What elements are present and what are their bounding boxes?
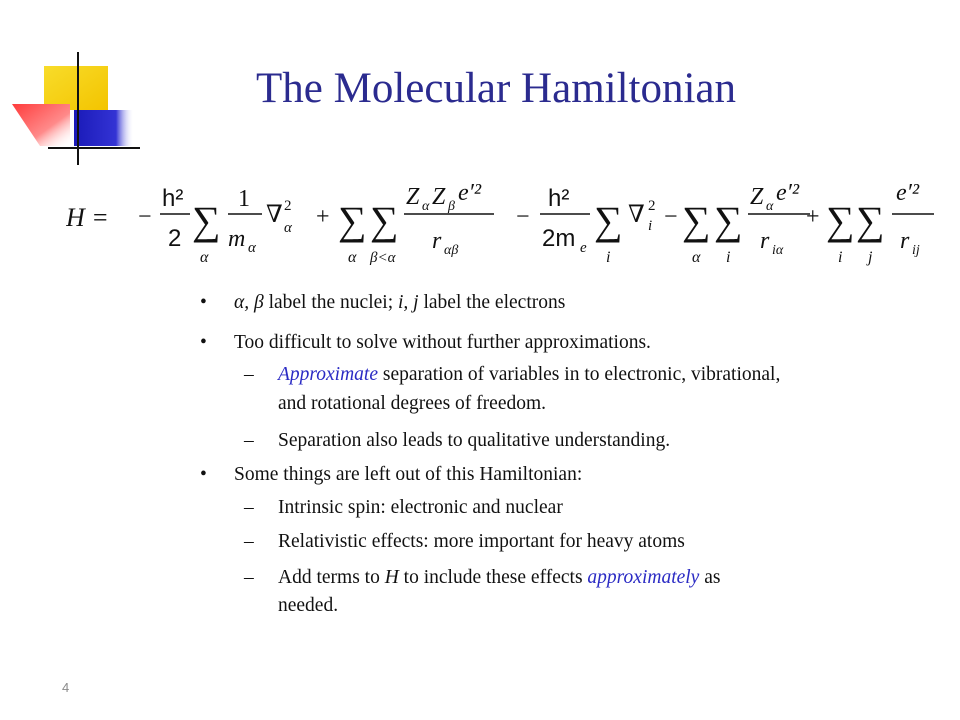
- svg-text:i: i: [726, 249, 731, 266]
- svg-text:α: α: [284, 220, 292, 236]
- eq-sum-3: ∑: [370, 198, 399, 243]
- svg-text:Z: Z: [406, 184, 420, 210]
- eq-sum-4: ∑: [594, 198, 623, 243]
- svg-text:r: r: [900, 228, 910, 254]
- svg-text:α: α: [200, 249, 209, 266]
- svg-text:α: α: [692, 249, 701, 266]
- bullet-marker: •: [200, 464, 207, 485]
- hamiltonian-equation: [66, 170, 936, 274]
- dash-marker: –: [244, 430, 254, 451]
- eq-sum-5: ∑: [682, 198, 711, 243]
- svg-text:+: +: [806, 204, 820, 230]
- eq-lhs: H =: [66, 203, 109, 232]
- svg-text:i: i: [838, 249, 843, 266]
- svg-text:β: β: [448, 199, 455, 214]
- dash-marker: –: [244, 364, 254, 385]
- svg-text:−: −: [516, 204, 530, 230]
- svg-text:−: −: [138, 204, 152, 230]
- svg-text:2: 2: [284, 198, 292, 214]
- corner-decoration: [0, 0, 140, 170]
- eq-sum-2: ∑: [338, 198, 367, 243]
- dash-marker: –: [244, 567, 254, 588]
- svg-text:iα: iα: [772, 243, 784, 258]
- svg-text:r: r: [432, 228, 442, 254]
- svg-text:+: +: [316, 204, 330, 230]
- svg-text:β<α: β<α: [370, 250, 396, 266]
- eq-h2-1: h²: [162, 185, 184, 212]
- bullet-marker: •: [200, 332, 207, 353]
- svg-text:α: α: [422, 199, 430, 214]
- svg-text:2: 2: [648, 198, 656, 214]
- svg-text:∇: ∇: [266, 202, 283, 228]
- svg-text:1: 1: [238, 186, 250, 212]
- eq-sum-6: ∑: [714, 198, 743, 243]
- svg-text:r: r: [760, 228, 770, 254]
- deco-yellow-square: [44, 66, 108, 110]
- svg-text:e: e: [580, 240, 587, 256]
- eq-h2-2: h²: [548, 185, 570, 212]
- svg-text:α: α: [348, 249, 357, 266]
- dash-marker: –: [244, 497, 254, 518]
- svg-text:i: i: [648, 218, 653, 234]
- svg-text:α: α: [248, 240, 256, 256]
- eq-two-1: 2: [168, 225, 182, 252]
- eq-sum-1: ∑: [192, 198, 221, 243]
- slide-title: The Molecular Hamiltonian: [256, 65, 737, 112]
- svg-text:Z: Z: [750, 184, 764, 210]
- deco-blue-square: [74, 110, 134, 146]
- svg-text:m: m: [228, 226, 246, 252]
- svg-text:ij: ij: [912, 243, 920, 258]
- svg-text:Z: Z: [432, 184, 446, 210]
- svg-text:2m: 2m: [542, 225, 576, 252]
- svg-text:e′²: e′²: [776, 180, 800, 206]
- svg-text:−: −: [664, 204, 678, 230]
- bullet-marker: •: [200, 292, 207, 313]
- eq-sum-8: ∑: [856, 198, 885, 243]
- deco-red-shape: [12, 104, 70, 146]
- eq-sum-7: ∑: [826, 198, 855, 243]
- dash-marker: –: [244, 531, 254, 552]
- svg-text:e′²: e′²: [896, 180, 920, 206]
- svg-text:α: α: [766, 199, 774, 214]
- svg-text:∇: ∇: [628, 202, 645, 228]
- page-number: 4: [62, 680, 70, 695]
- svg-text:i: i: [606, 249, 611, 266]
- svg-text:e′²: e′²: [458, 180, 482, 206]
- svg-text:j: j: [868, 249, 873, 266]
- svg-text:αβ: αβ: [444, 243, 459, 258]
